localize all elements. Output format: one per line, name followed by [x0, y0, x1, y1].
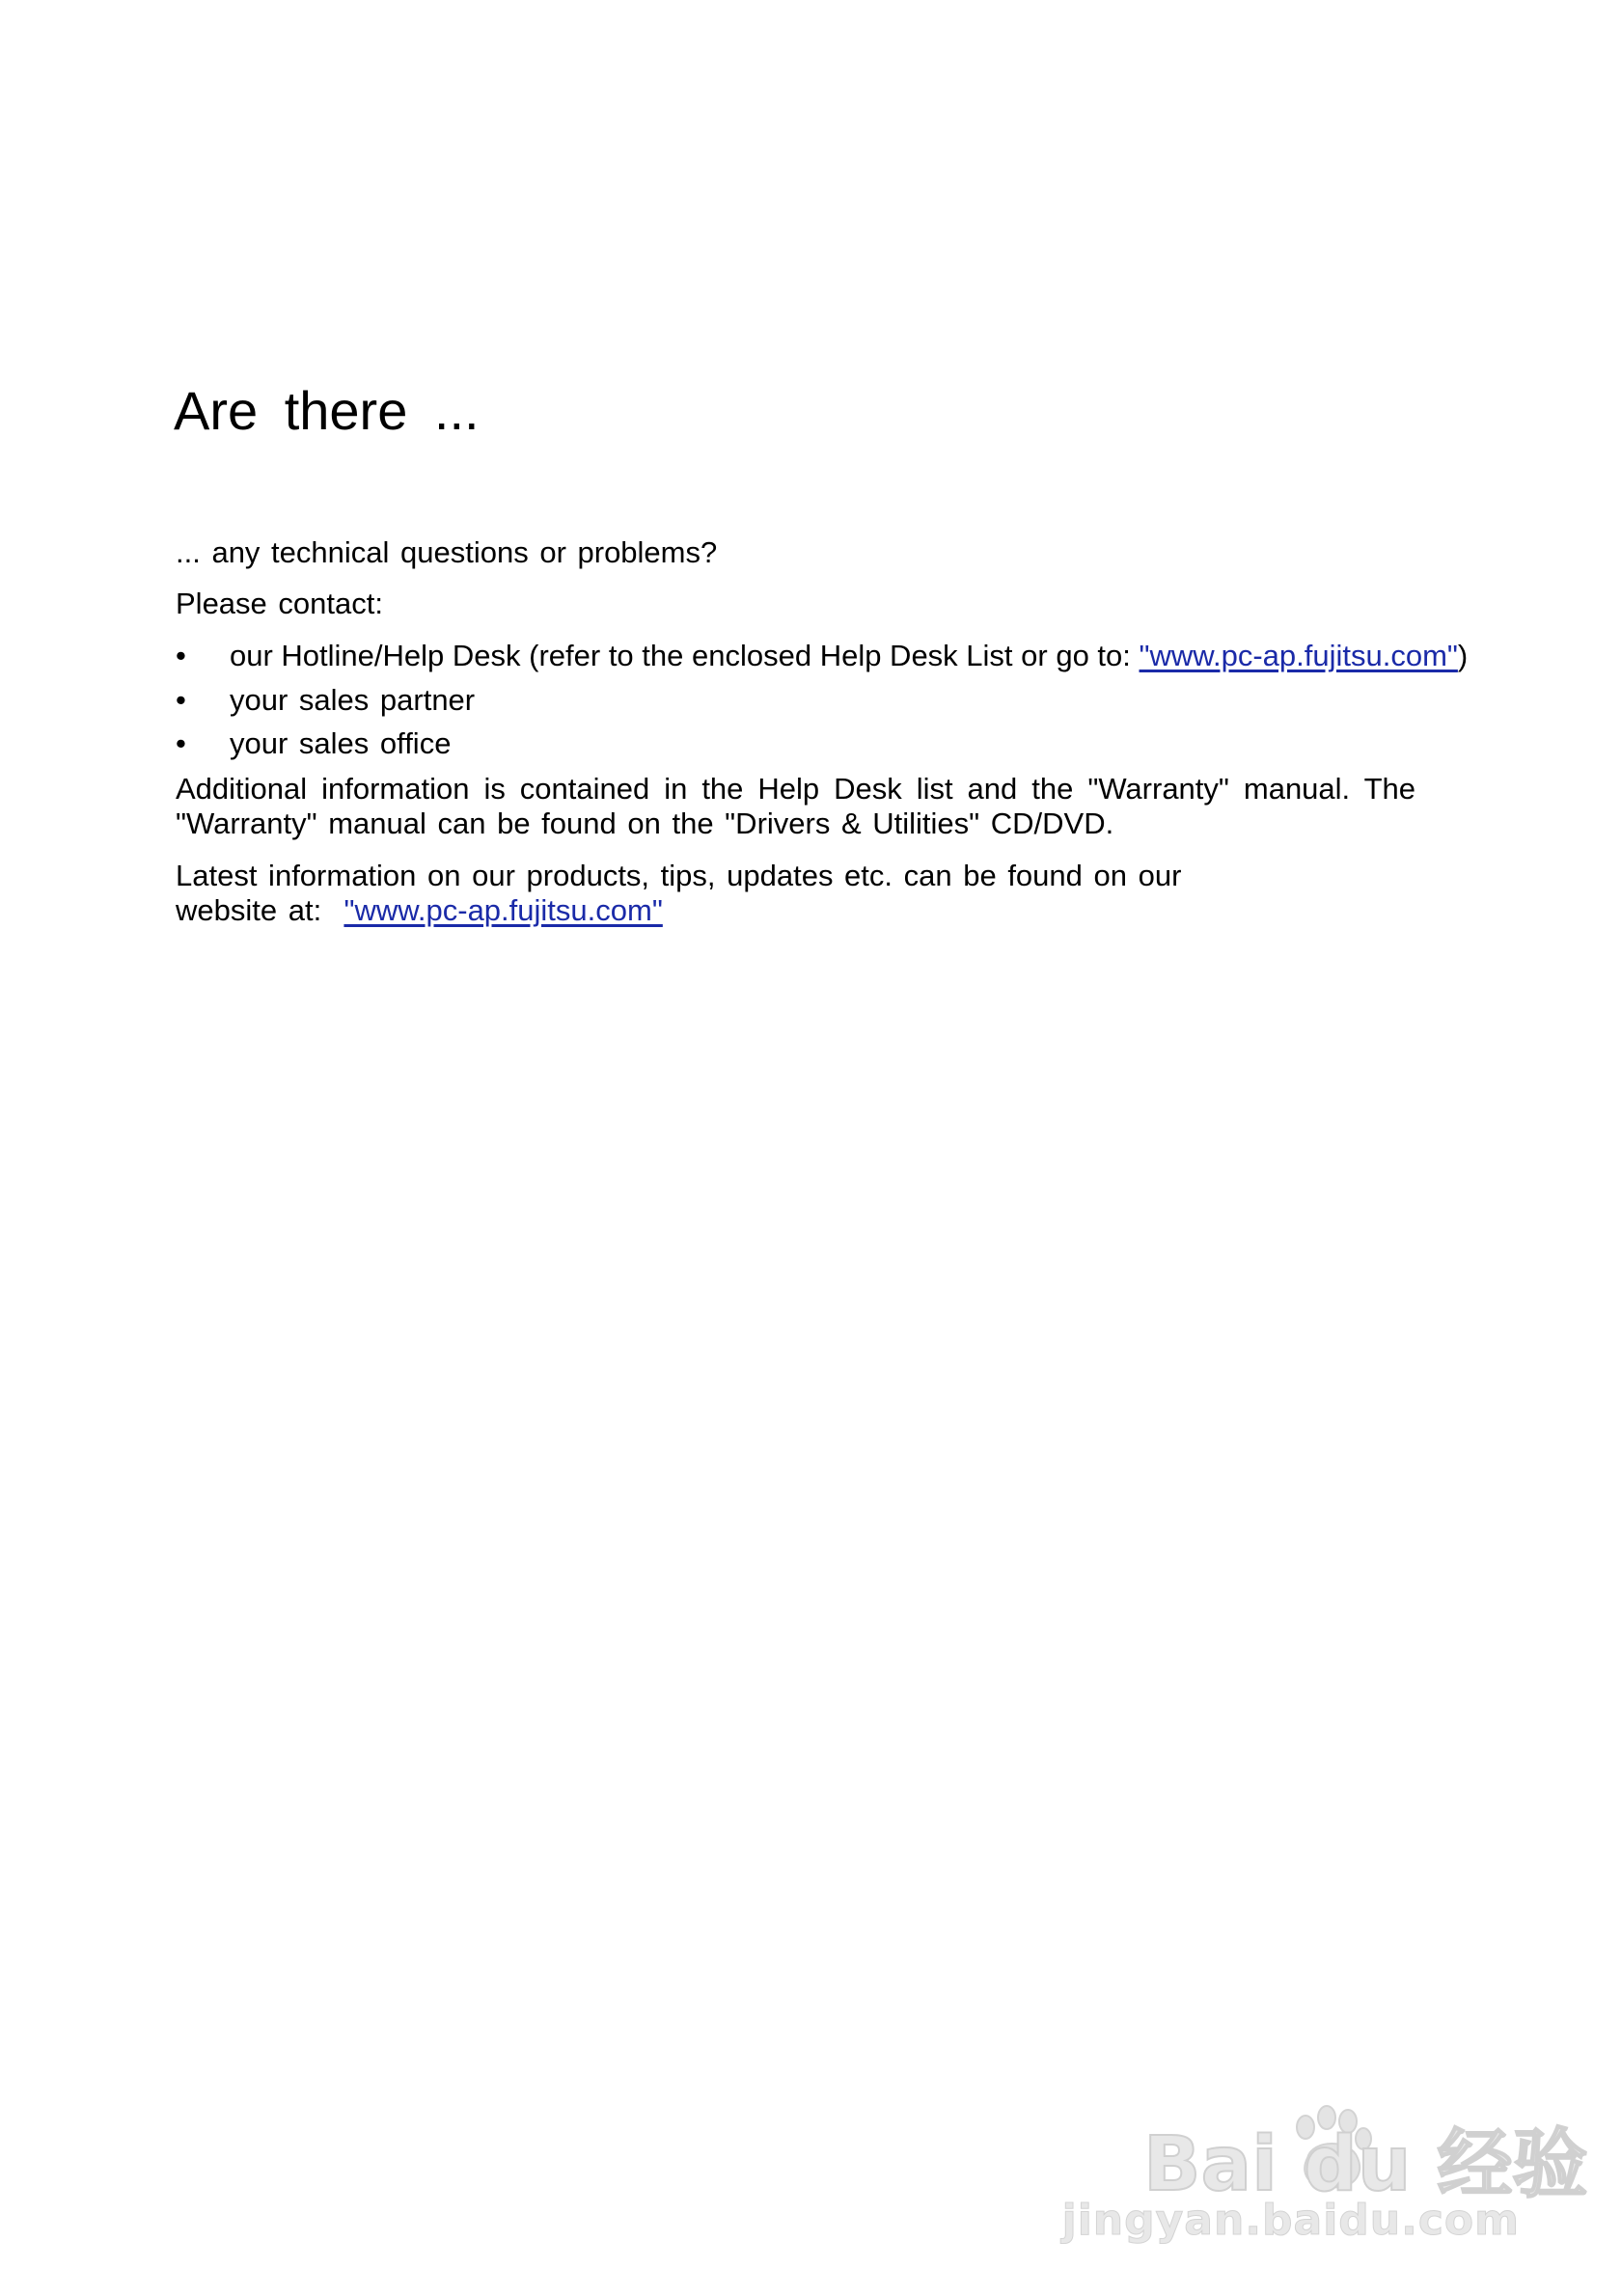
website-prefix: website at:: [176, 893, 333, 927]
website-link[interactable]: "www.pc-ap.fujitsu.com": [343, 893, 663, 927]
contact-label: Please contact:: [176, 587, 383, 620]
list-item-sales-partner: [176, 683, 475, 718]
svg-text:Bai du 经验: Bai du 经验: [1143, 2121, 1588, 2208]
intro-question: ... any technical questions or problems?: [176, 535, 718, 569]
latest-info-paragraph: [176, 859, 1256, 928]
hotline-text-end: ): [1457, 639, 1469, 672]
page-title: Are there ...: [174, 380, 480, 441]
additional-info-paragraph: Additional information is contained in the Help Desk list and the "Warranty" manual. The "Warranty" manual can be found on the "Drivers & Utilities" CD/DVD.: [176, 772, 1415, 840]
baidu-logo-icon: [1143, 2098, 1588, 2208]
hotline-link[interactable]: "www.pc-ap.fujitsu.com": [1139, 639, 1458, 672]
latest-info-line2: [176, 893, 1256, 928]
bullet-marker: •: [176, 639, 186, 672]
bullet-marker: •: [176, 726, 186, 760]
latest-info-line1: Latest information on our products, tips, updates etc. can be found on our: [176, 859, 1182, 892]
list-item-hotline: [176, 639, 1468, 673]
sales-office-text: your sales office: [230, 726, 452, 760]
watermark-subtext: jingyan.baidu.com: [1061, 2196, 1520, 2245]
bullet-marker: •: [176, 683, 186, 717]
baidu-jingyan-watermark: [1061, 2060, 1588, 2253]
sales-partner-text: your sales partner: [230, 683, 476, 717]
hotline-text: our Hotline/Help Desk (refer to the enclosed Help Desk List or go to:: [230, 639, 1140, 672]
list-item-sales-office: [176, 726, 451, 761]
